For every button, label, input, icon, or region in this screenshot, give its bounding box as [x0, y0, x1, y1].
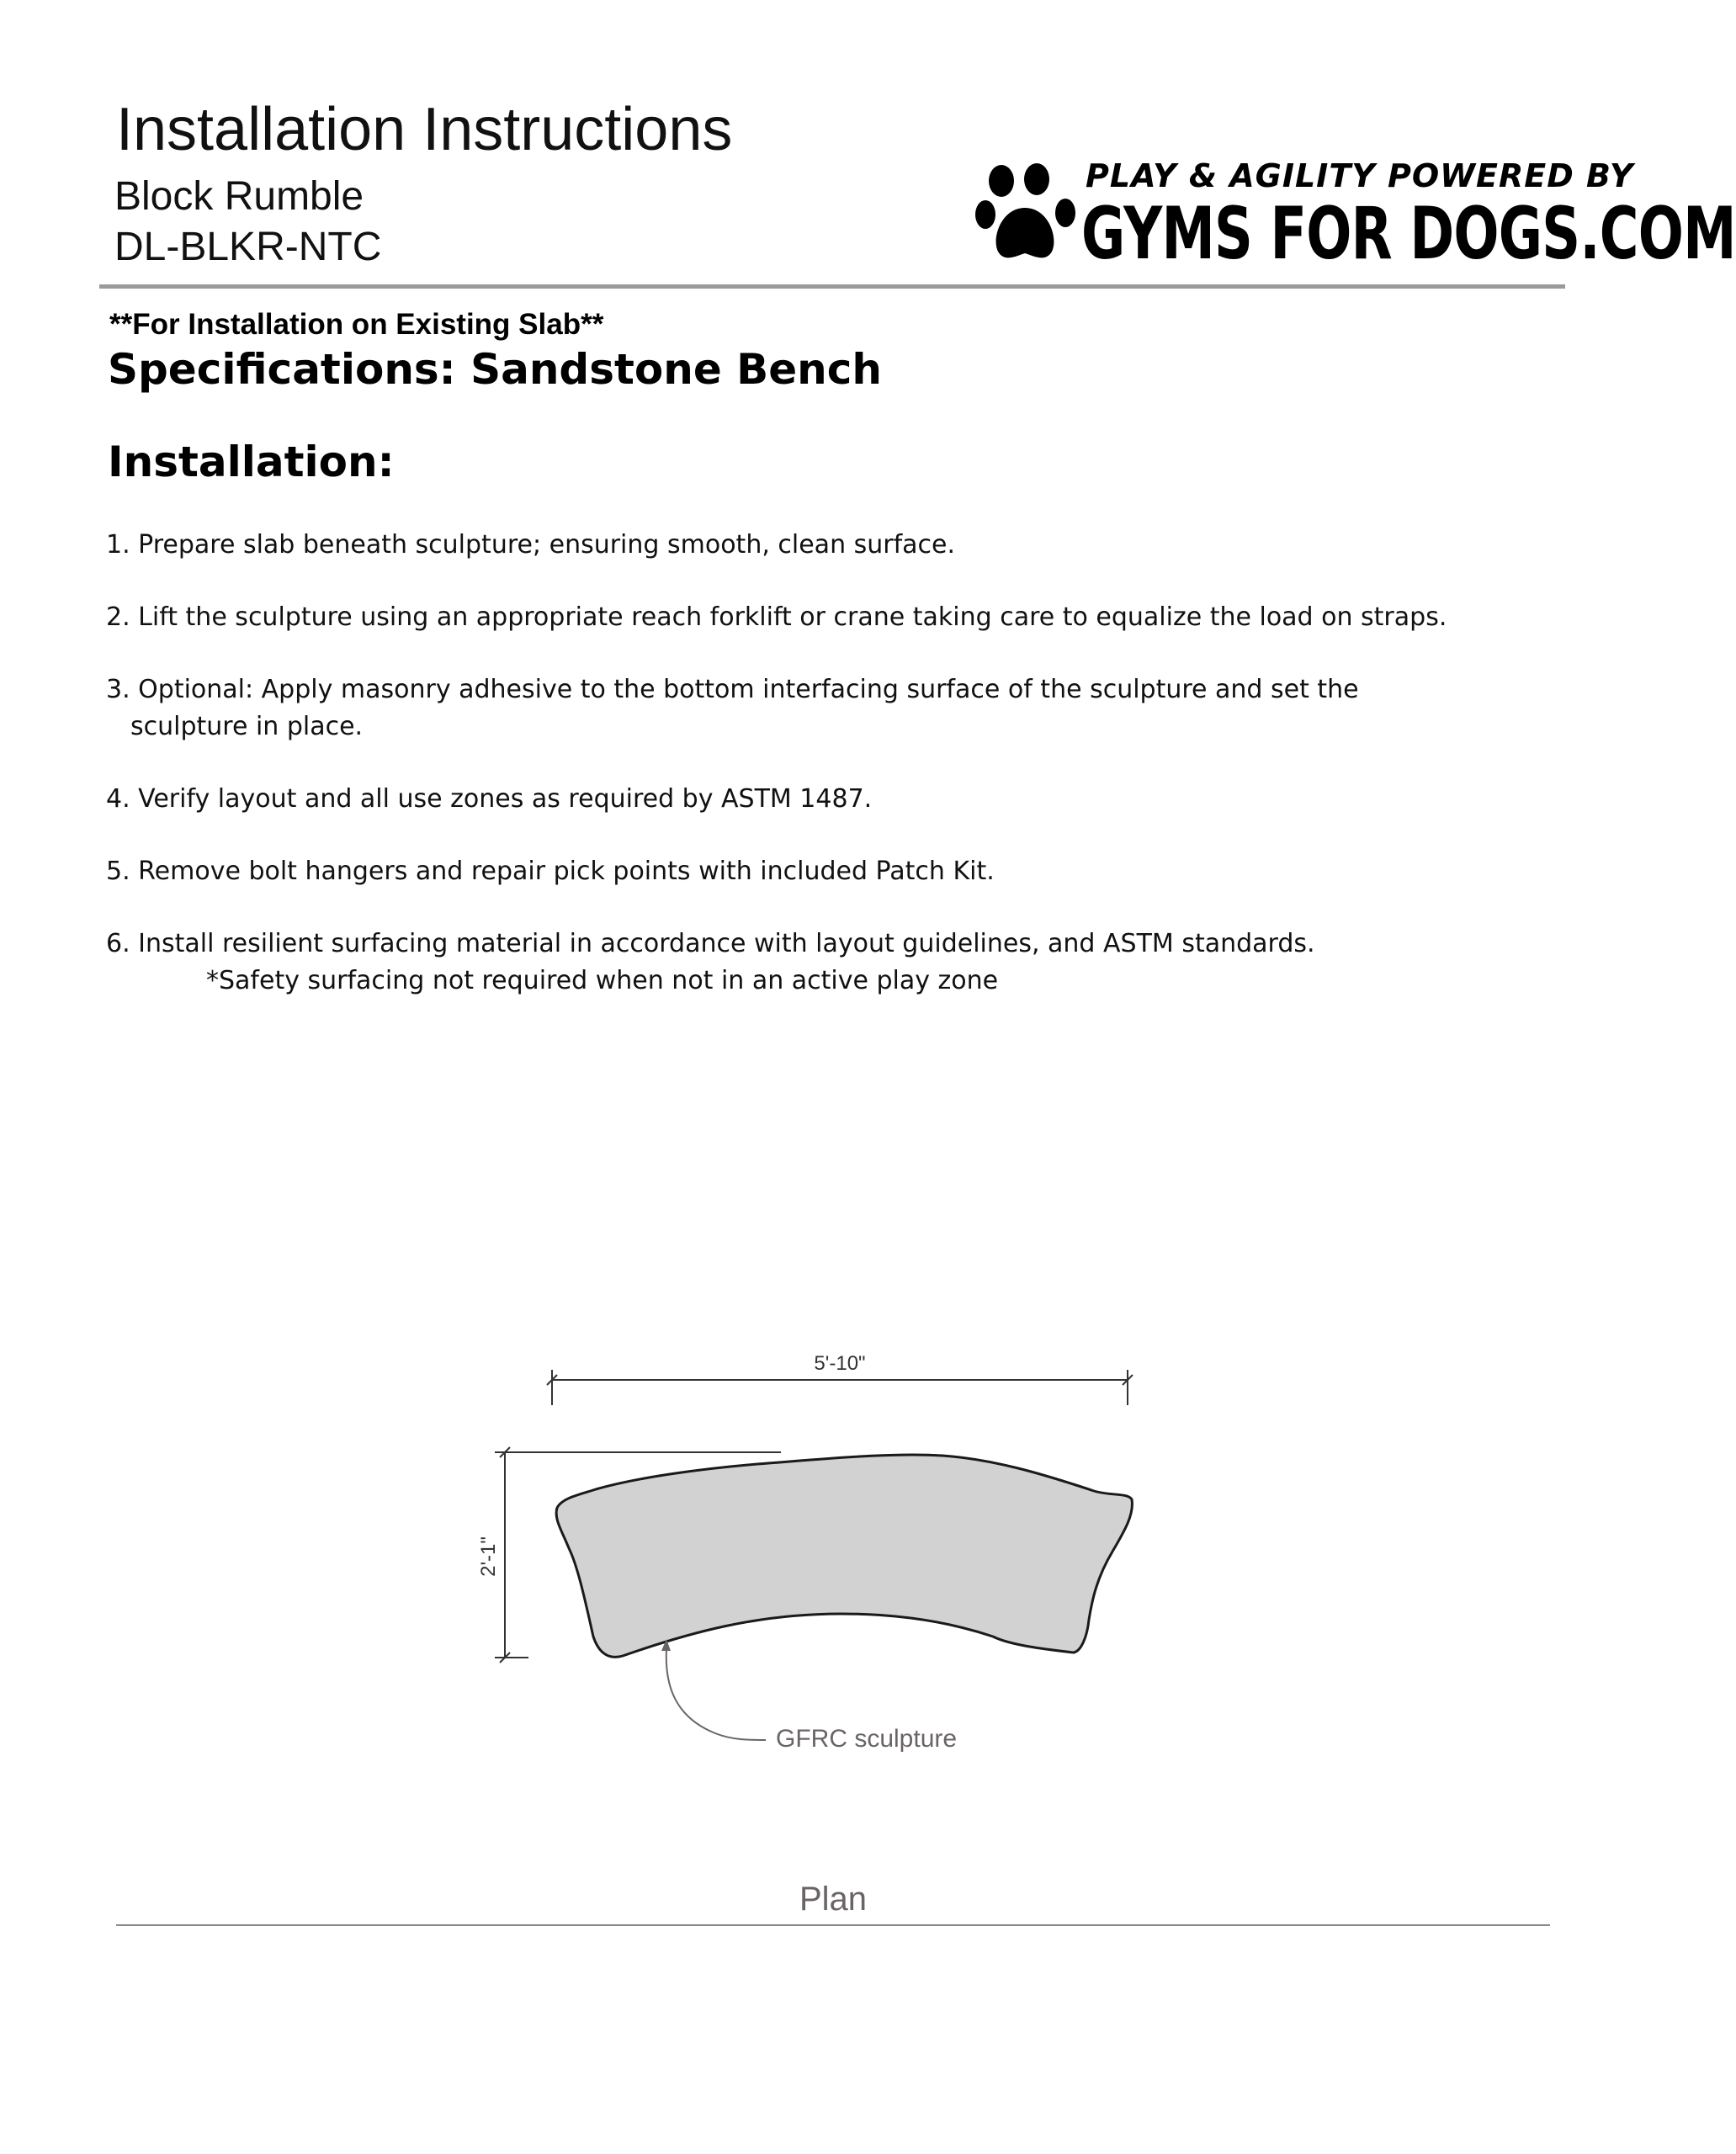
step-6: 6. Install resilient surfacing material in accordance with layout guidelines, and ASTM standards. — [106, 929, 1315, 958]
callout-leader — [666, 1649, 766, 1740]
callout-label: GFRC sculpture — [776, 1725, 958, 1753]
logo-brand: GYMS FOR DOGS.COM — [1081, 192, 1736, 276]
page-title: Installation Instructions — [116, 96, 733, 163]
depth-dimension-label: 2'-1" — [477, 1536, 500, 1577]
product-name: Block Rumble — [114, 174, 364, 219]
step-4: 4. Verify layout and all use zones as required by ASTM 1487. — [106, 784, 873, 814]
width-dimension-label: 5'-10" — [814, 1352, 866, 1375]
step-3: 3. Optional: Apply masonry adhesive to the bottom interfacing surface of the sculpture and set the — [106, 675, 1359, 704]
installation-heading: Installation: — [108, 438, 395, 486]
step-5: 5. Remove bolt hangers and repair pick points with included Patch Kit. — [106, 857, 995, 886]
step-2: 2. Lift the sculpture using an appropriate reach forklift or crane taking care to equalize the load on straps. — [106, 602, 1447, 632]
diagram-caption: Plan — [799, 1881, 868, 1918]
step-1: 1. Prepare slab beneath sculpture; ensuring smooth, clean surface. — [106, 530, 956, 560]
gfrc-sculpture-shape — [556, 1455, 1132, 1657]
product-code: DL-BLKR-NTC — [114, 225, 382, 269]
safety-note: *Safety surfacing not required when not in an active play zone — [206, 966, 999, 995]
specifications-heading: Specifications: Sandstone Bench — [108, 345, 882, 394]
logo-tagline: PLAY & AGILITY POWERED BY — [1086, 157, 1634, 194]
installation-notice: **For Installation on Existing Slab** — [109, 308, 604, 341]
step-3-continued: sculpture in place. — [130, 712, 364, 741]
